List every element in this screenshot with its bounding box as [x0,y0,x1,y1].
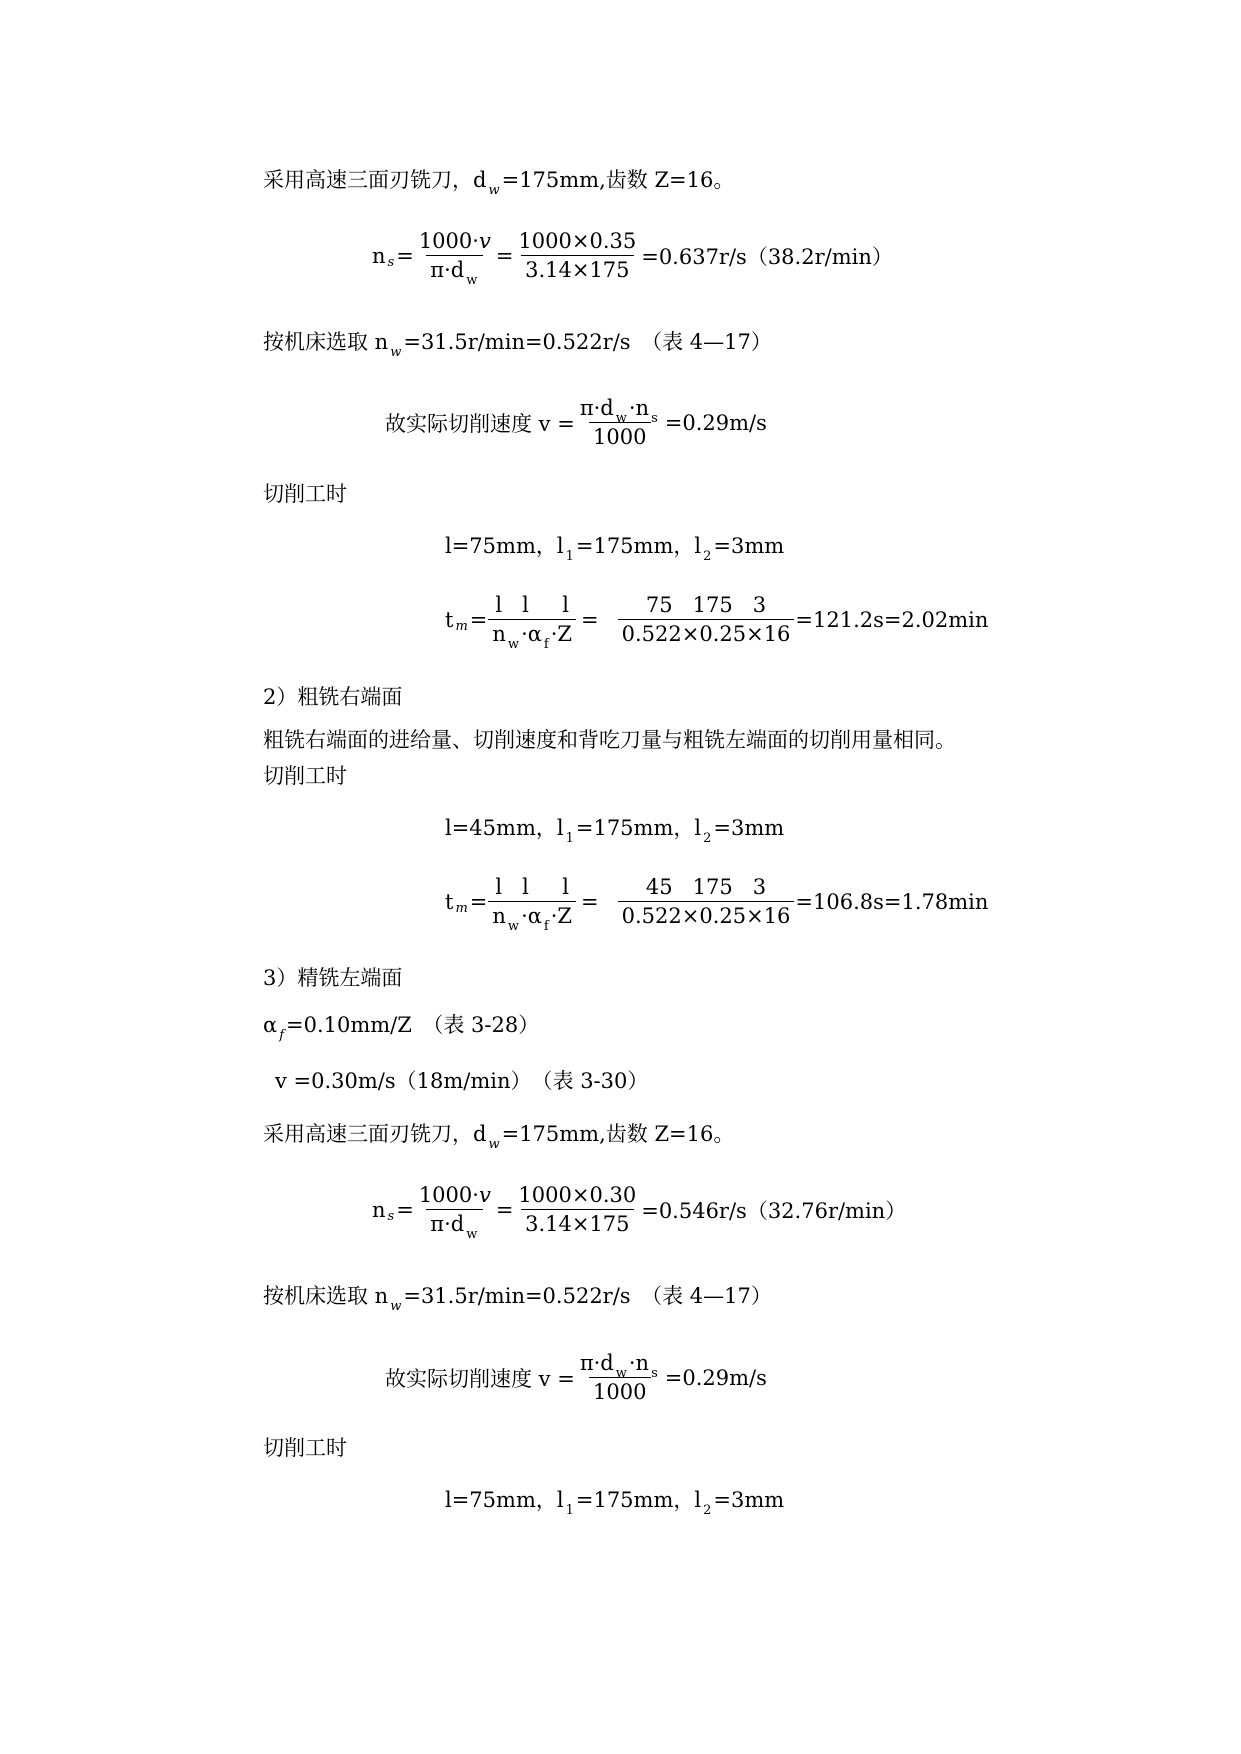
subscript: w [488,1137,500,1152]
text-line-cutter [263,168,735,198]
den-sub1: w [507,637,520,653]
text-line-select [263,1284,772,1314]
text-suffix: =31.5r/min=0.522r/s （表 4—17） [403,330,772,354]
heading-machining-time: 切削工时 [263,1436,347,1460]
numerator-text: 1000· [418,1183,479,1207]
numerator-b: ·n [628,1351,650,1375]
denominator: 0.522×0.25×16 [618,901,795,927]
numerator-b: ·n [628,396,650,420]
text-suffix: =175mm,齿数 Z=16。 [501,168,735,192]
formula-cutting-speed [385,1352,767,1403]
den-sub2: f [543,919,549,935]
numerator [576,396,664,426]
fraction-values [618,876,795,927]
length-b: =175mm，l [575,1488,702,1512]
text-suffix: =175mm,齿数 Z=16。 [501,1122,735,1146]
heading-machining-time: 切削工时 [263,764,347,788]
denominator: 0.522×0.25×16 [618,619,795,645]
subscript: w [390,1299,402,1314]
denominator: 1000 [589,422,650,448]
length-c: =3mm [713,816,785,840]
formula-machining-time [445,875,989,935]
lhs: n [372,243,386,268]
lengths-line [445,816,785,846]
section-description: 粗铣右端面的进给量、切削速度和背吃刀量与粗铣左端面的切削用量相同。 [263,728,956,752]
numerator: 45 175 3 [645,875,767,899]
denominator-text: π·d [430,258,465,283]
denominator: 3.14×175 [521,1209,633,1235]
denominator-text: π·d [430,1212,465,1237]
fraction-values [514,1184,640,1235]
formula-cutting-speed [385,397,767,448]
subscript: w [390,345,402,360]
denominator [488,619,576,653]
equals: = [495,243,514,268]
length-a-sub: 1 [565,831,574,846]
result: =106.8s=1.78min [795,889,989,914]
fraction-formula [488,593,576,653]
result: =0.546r/s（32.76r/min） [641,1198,907,1223]
feed-subscript: f [279,1028,284,1043]
formula-spindle-speed [372,1183,907,1243]
den-a: n [492,622,506,647]
length-a-sub: 1 [565,549,574,564]
text-line-cutter [263,1122,735,1152]
fraction-values [514,230,640,281]
denominator: 1000 [589,1377,650,1403]
length-b-sub: 2 [703,549,712,564]
numerator-var: v [478,1183,491,1207]
numerator-sub1: w [615,1366,627,1381]
den-b: ·α [521,622,542,647]
prefix: 故实际切削速度 v = [385,411,575,436]
text-prefix: 按机床选取 n [263,330,389,354]
lengths-line [445,1488,785,1518]
fraction-values [618,594,795,645]
feed-line [263,1013,540,1043]
length-b: =175mm，l [575,534,702,558]
equals: = [396,1197,414,1222]
feed-value: =0.10mm/Z （表 3-28） [286,1013,540,1037]
fraction-formula [415,229,495,289]
numerator-text: 1000· [418,229,479,253]
text-prefix: 采用高速三面刃铣刀，d [263,1122,487,1146]
numerator-sub1: w [615,411,627,426]
length-b-sub: 2 [703,1503,712,1518]
lhs: n [372,1197,386,1222]
den-c: ·Z [550,622,573,647]
denominator [488,901,576,935]
subscript: w [488,183,500,198]
numerator: l l l [495,875,569,899]
lhs-subscript: s [387,255,395,271]
den-b: ·α [521,904,542,929]
fraction [576,1352,664,1403]
lhs-subscript: s [387,1209,395,1225]
denominator [426,255,483,289]
numerator: 1000×0.30 [518,1183,637,1207]
result: =0.637r/s（38.2r/min） [641,244,893,269]
denominator: 3.14×175 [521,255,633,281]
denominator [426,1209,483,1243]
lhs-subscript: m [455,901,468,917]
equals: = [495,1197,514,1222]
equals: = [396,243,414,268]
formula-machining-time [445,593,989,653]
length-c: =3mm [713,1488,785,1512]
length-a-sub: 1 [565,1503,574,1518]
den-sub1: w [507,919,520,935]
result: =0.29m/s [664,1365,767,1390]
text-suffix: =31.5r/min=0.522r/s （表 4—17） [403,1284,772,1308]
numerator-a: π·d [579,1351,614,1375]
lengths-line [445,534,785,564]
length-a: l=75mm，l [445,534,564,558]
numerator: 1000×0.35 [518,229,637,253]
numerator-sub2: s [651,411,658,426]
equals: = [581,607,599,632]
length-c: =3mm [713,534,785,558]
numerator [576,1351,664,1381]
equals: = [469,607,488,632]
heading-machining-time: 切削工时 [263,482,347,506]
result: =121.2s=2.02min [795,607,989,632]
speed-line: v =0.30m/s（18m/min） （表 3-30） [275,1069,649,1093]
length-b-sub: 2 [703,831,712,846]
length-a: l=45mm，l [445,816,564,840]
numerator: 75 175 3 [645,593,767,617]
text-prefix: 采用高速三面刃铣刀，d [263,168,487,192]
numerator [415,230,495,255]
feed-symbol: α [263,1013,278,1037]
denominator-subscript: w [466,1227,478,1243]
text-prefix: 按机床选取 n [263,1284,389,1308]
denominator-subscript: w [466,273,478,289]
lhs-subscript: m [455,619,468,635]
text-line-select [263,330,772,360]
fraction [576,397,664,448]
lhs: t [445,607,454,632]
fraction-formula [488,875,576,935]
prefix: 故实际切削速度 v = [385,1366,575,1391]
section-title: 3）精铣左端面 [263,966,403,990]
equals: = [469,889,488,914]
equals: = [581,889,599,914]
den-c: ·Z [550,904,573,929]
den-a: n [492,904,506,929]
numerator: l l l [495,593,569,617]
length-a: l=75mm，l [445,1488,564,1512]
section-title: 2）粗铣右端面 [263,685,403,709]
numerator [415,1184,495,1209]
numerator-a: π·d [579,396,614,420]
formula-spindle-speed [372,229,893,289]
numerator-var: v [478,229,491,253]
lhs: t [445,889,454,914]
fraction-formula [415,1183,495,1243]
length-b: =175mm，l [575,816,702,840]
result: =0.29m/s [664,410,767,435]
numerator-sub2: s [651,1366,658,1381]
den-sub2: f [543,637,549,653]
